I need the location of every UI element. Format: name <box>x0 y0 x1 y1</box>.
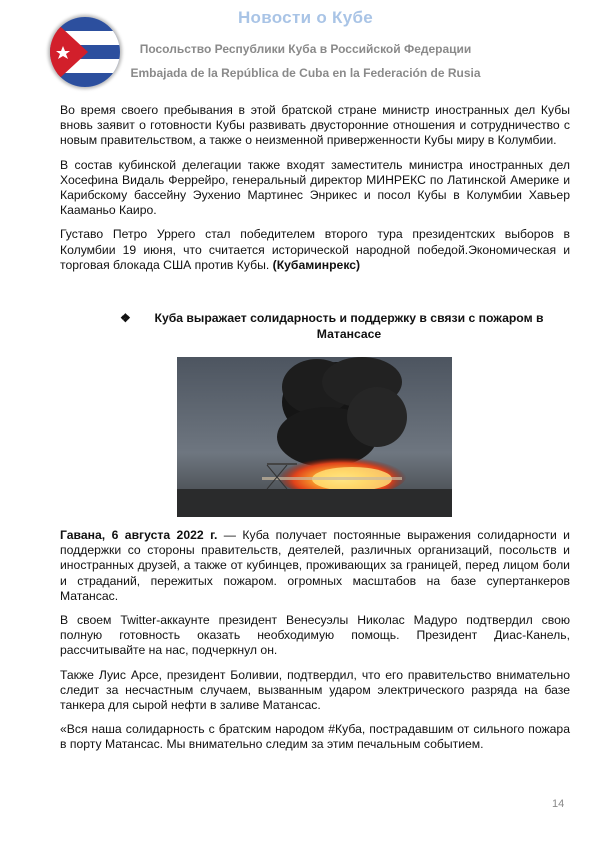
paragraph-text: Густаво Петро Уррего стал победителем второго тура президентских выборов в Колумбии 19 июня, что считается исторической народной победой.Экономическая и торговая блокада США против Кубы. <box>60 227 570 272</box>
page-number: 14 <box>552 798 565 810</box>
newsletter-title: Новости о Кубе <box>237 8 374 27</box>
article-continuation <box>60 103 570 282</box>
paragraph: Также Луис Арсе, президент Боливии, подтвердил, что его правительство внимательно следит за несчастным случаем, вызванным ударом электрического разряда на базе танкера для сырой нефти в заливе Матансас. <box>60 667 570 713</box>
paragraph: В своем Twitter-аккаунте президент Венесуэлы Николас Мадуро подтвердил свою полную готовность оказать необходимую помощь. Президент Диас-Канель, рассчитывайте на нас, подчеркнул он. <box>60 613 570 658</box>
article-heading-text: Куба выражает солидарность и поддержку в связи с пожаром в Матансасе <box>154 311 544 341</box>
diamond-bullet-icon: ❖ <box>120 311 131 325</box>
source-label: (Кубаминрекс) <box>272 257 361 272</box>
embassy-name-spanish: Embajada de la República de Cuba en la Federación de Rusia <box>130 66 481 80</box>
paragraph <box>60 227 570 273</box>
paragraph: «Вся наша солидарность с братским народом #Куба, пострадавшим от сильного пожара в порту Матансас. Мы внимательно следим за этим печальным событием. <box>60 722 570 752</box>
paragraph <box>60 528 570 604</box>
article-heading <box>120 310 560 342</box>
paragraph: В состав кубинской делегации также входят заместитель министра иностранных дел Хосефина Видаль Феррейро, генеральный директор МИНРЕКС по Латинской Америке и Карибскому бассейну Эухенио Мартинес Энрикес и посол Кубы в Колумбии Хавьер Кааманьо Каиро. <box>60 157 570 218</box>
dateline: Гавана, 6 августа 2022 г. <box>60 528 218 542</box>
fire-photo <box>177 357 452 517</box>
embassy-name-russian: Посольство Республики Куба в Российской Федерации <box>139 42 472 56</box>
lead-text: — Куба получает постоянные выражения солидарности и поддержки со стороны правительств, деятелей, различных организаций, посольств и иностранных друзей, а также от кубинцев, проживающих за границей, перед лицом боли и страданий, пережитых пожаром. огромных масштабов на базе супертанкеров Матансас. <box>60 528 570 603</box>
article-body <box>60 528 570 762</box>
paragraph: Во время своего пребывания в этой братской стране министр иностранных дел Кубы вновь заявит о готовности Кубы развивать двусторонние отношения и сотрудничество с новым правительством, а также о неизменной приверженности Кубы миру в Колумбии. <box>60 103 570 148</box>
